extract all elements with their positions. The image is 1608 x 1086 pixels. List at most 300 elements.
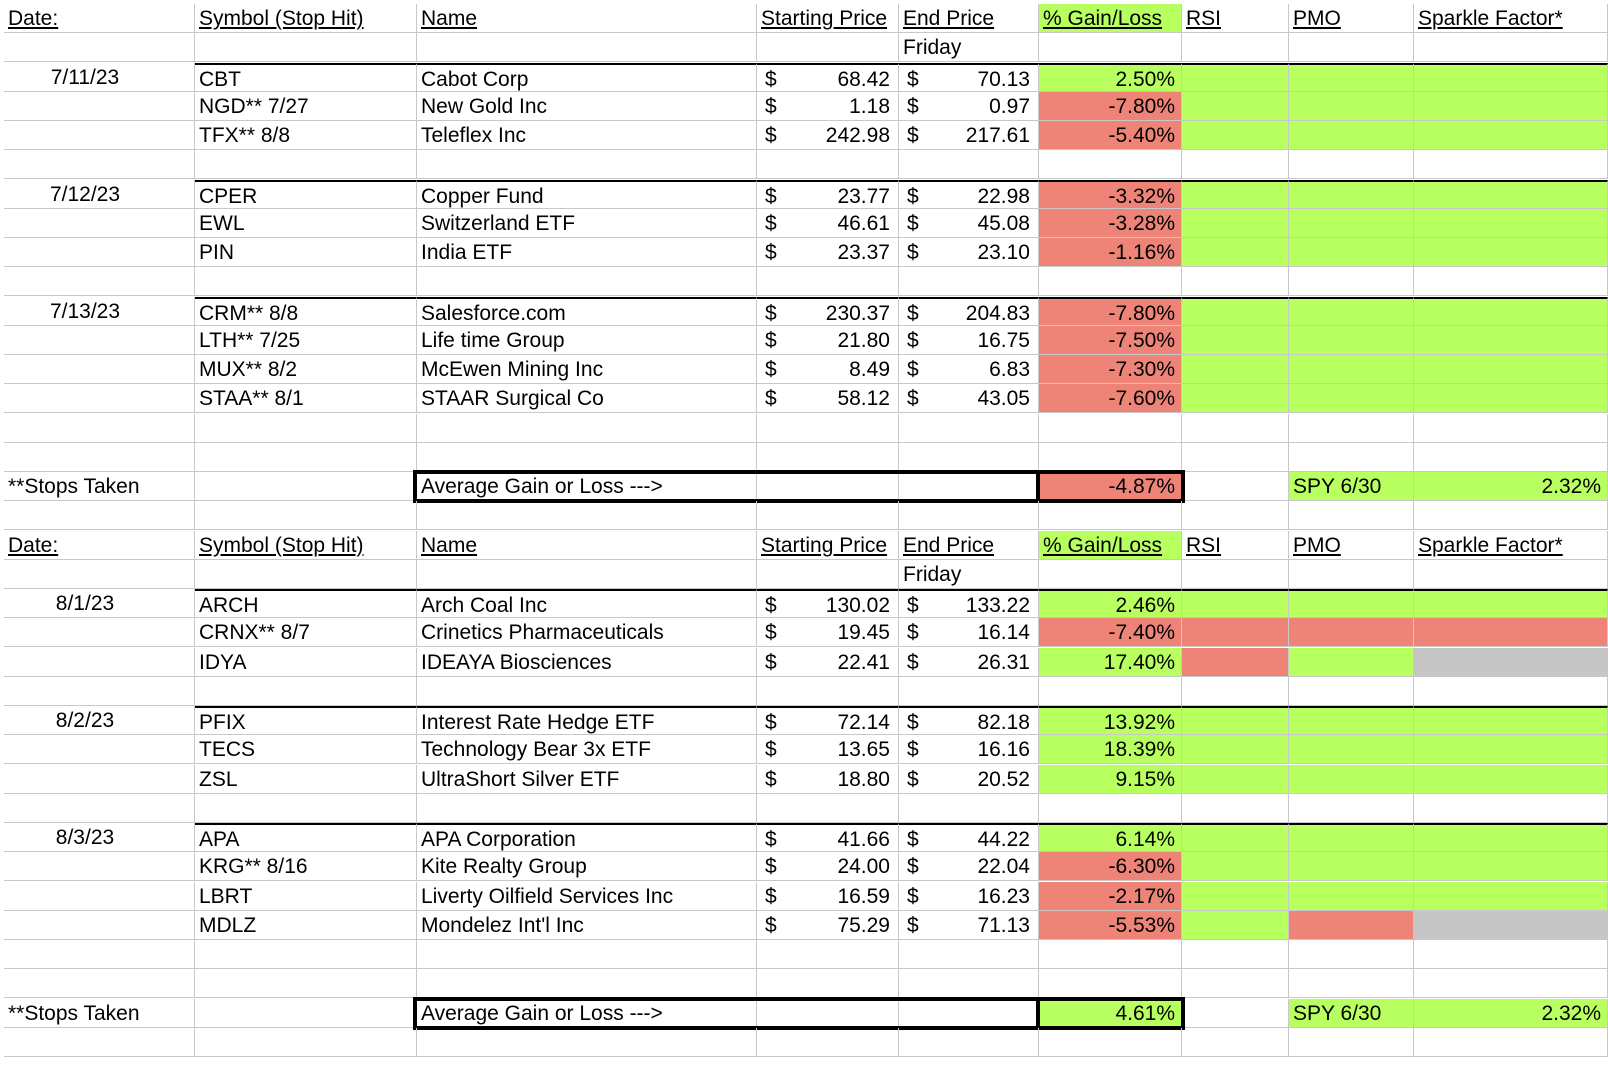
empty-cell[interactable] xyxy=(1039,267,1182,296)
empty-cell[interactable] xyxy=(4,677,195,706)
rsi-indicator-cell[interactable] xyxy=(1182,618,1289,647)
sparkle-indicator-cell[interactable] xyxy=(1414,589,1608,618)
pmo-indicator-cell[interactable] xyxy=(1289,355,1414,384)
spy-label[interactable]: SPY 6/30 xyxy=(1289,472,1414,501)
name-cell[interactable]: Cabot Corp xyxy=(417,63,757,92)
empty-cell[interactable] xyxy=(757,1028,899,1057)
sparkle-indicator-cell[interactable] xyxy=(1414,882,1608,911)
symbol-cell[interactable]: TFX** 8/8 xyxy=(195,121,417,150)
end-price-cell[interactable] xyxy=(899,911,1039,940)
end-price-cell[interactable] xyxy=(899,326,1039,355)
gain-loss-cell[interactable]: 18.39% xyxy=(1039,735,1182,764)
empty-cell[interactable] xyxy=(757,472,899,501)
end-price-subheader[interactable]: Friday xyxy=(899,33,1039,62)
name-cell[interactable]: Salesforce.com xyxy=(417,297,757,326)
sparkle-indicator-cell[interactable] xyxy=(1414,648,1608,677)
pmo-indicator-cell[interactable] xyxy=(1289,882,1414,911)
empty-cell[interactable] xyxy=(1414,560,1608,589)
pmo-indicator-cell[interactable] xyxy=(1289,648,1414,677)
empty-cell[interactable] xyxy=(417,443,757,472)
sparkle-indicator-cell[interactable] xyxy=(1414,911,1608,940)
empty-cell[interactable] xyxy=(757,414,899,443)
empty-cell[interactable] xyxy=(1414,443,1608,472)
sparkle-indicator-cell[interactable] xyxy=(1414,852,1608,881)
rsi-indicator-cell[interactable] xyxy=(1182,355,1289,384)
empty-cell[interactable] xyxy=(1414,414,1608,443)
rsi-indicator-cell[interactable] xyxy=(1182,882,1289,911)
empty-cell[interactable] xyxy=(899,267,1039,296)
rsi-indicator-cell[interactable] xyxy=(1182,238,1289,267)
empty-cell[interactable] xyxy=(1039,940,1182,969)
rsi-indicator-cell[interactable] xyxy=(1182,852,1289,881)
gain-loss-cell[interactable]: 9.15% xyxy=(1039,765,1182,794)
date-cell[interactable]: 8/1/23 xyxy=(4,589,195,618)
empty-cell[interactable] xyxy=(757,560,899,589)
sparkle-indicator-cell[interactable] xyxy=(1414,765,1608,794)
end-price-cell[interactable] xyxy=(899,648,1039,677)
start-price-cell[interactable] xyxy=(757,765,899,794)
empty-cell[interactable] xyxy=(195,414,417,443)
start-price-cell[interactable] xyxy=(757,92,899,121)
gain-loss-cell[interactable]: 2.46% xyxy=(1039,589,1182,618)
gain-loss-cell[interactable]: -7.50% xyxy=(1039,326,1182,355)
empty-cell[interactable] xyxy=(4,1028,195,1057)
empty-cell[interactable] xyxy=(195,267,417,296)
name-header[interactable]: Name xyxy=(417,4,757,33)
symbol-cell[interactable]: EWL xyxy=(195,209,417,238)
end-price-cell[interactable] xyxy=(899,180,1039,209)
rsi-indicator-cell[interactable] xyxy=(1182,735,1289,764)
symbol-cell[interactable]: PFIX xyxy=(195,706,417,735)
empty-cell[interactable] xyxy=(417,1028,757,1057)
empty-cell[interactable] xyxy=(1182,501,1289,530)
empty-cell[interactable] xyxy=(1182,560,1289,589)
symbol-cell[interactable]: CPER xyxy=(195,180,417,209)
name-cell[interactable]: APA Corporation xyxy=(417,823,757,852)
empty-cell[interactable] xyxy=(899,150,1039,179)
empty-cell[interactable] xyxy=(1289,940,1414,969)
end-price-cell[interactable] xyxy=(899,209,1039,238)
empty-cell[interactable] xyxy=(4,414,195,443)
name-header[interactable]: Name xyxy=(417,531,757,560)
end-price-cell[interactable] xyxy=(899,823,1039,852)
gain-loss-cell[interactable]: -6.30% xyxy=(1039,852,1182,881)
symbol-cell[interactable]: STAA** 8/1 xyxy=(195,384,417,413)
empty-cell[interactable] xyxy=(417,150,757,179)
rsi-indicator-cell[interactable] xyxy=(1182,297,1289,326)
symbol-cell[interactable]: ZSL xyxy=(195,765,417,794)
empty-cell[interactable] xyxy=(1414,267,1608,296)
empty-cell[interactable] xyxy=(4,238,195,267)
rsi-indicator-cell[interactable] xyxy=(1182,121,1289,150)
sparkle-indicator-cell[interactable] xyxy=(1414,297,1608,326)
empty-cell[interactable] xyxy=(757,150,899,179)
gain-loss-cell[interactable]: -5.40% xyxy=(1039,121,1182,150)
symbol-cell[interactable]: LTH** 7/25 xyxy=(195,326,417,355)
gain-loss-cell[interactable]: -1.16% xyxy=(1039,238,1182,267)
end-price-cell[interactable] xyxy=(899,92,1039,121)
gain-loss-cell[interactable]: -7.80% xyxy=(1039,297,1182,326)
symbol-cell[interactable]: CRM** 8/8 xyxy=(195,297,417,326)
empty-cell[interactable] xyxy=(899,794,1039,823)
date-header[interactable]: Date: xyxy=(4,531,195,560)
empty-cell[interactable] xyxy=(1289,501,1414,530)
empty-cell[interactable] xyxy=(417,560,757,589)
gain-loss-cell[interactable]: 13.92% xyxy=(1039,706,1182,735)
empty-cell[interactable] xyxy=(417,969,757,998)
rsi-indicator-cell[interactable] xyxy=(1182,706,1289,735)
end-price-cell[interactable] xyxy=(899,238,1039,267)
pmo-indicator-cell[interactable] xyxy=(1289,92,1414,121)
pmo-indicator-cell[interactable] xyxy=(1289,735,1414,764)
empty-cell[interactable] xyxy=(1289,1028,1414,1057)
sparkle-factor-header[interactable]: Sparkle Factor* xyxy=(1414,4,1608,33)
symbol-cell[interactable]: CBT xyxy=(195,63,417,92)
empty-cell[interactable] xyxy=(195,33,417,62)
rsi-indicator-cell[interactable] xyxy=(1182,911,1289,940)
pmo-header[interactable]: PMO xyxy=(1289,4,1414,33)
pmo-indicator-cell[interactable] xyxy=(1289,238,1414,267)
date-cell[interactable]: 7/13/23 xyxy=(4,297,195,326)
empty-cell[interactable] xyxy=(4,648,195,677)
gain-loss-cell[interactable]: 6.14% xyxy=(1039,823,1182,852)
start-price-cell[interactable] xyxy=(757,648,899,677)
start-price-cell[interactable] xyxy=(757,355,899,384)
start-price-cell[interactable] xyxy=(757,911,899,940)
empty-cell[interactable] xyxy=(1182,443,1289,472)
empty-cell[interactable] xyxy=(195,999,417,1028)
start-price-cell[interactable] xyxy=(757,63,899,92)
average-gain-value[interactable]: 4.61% xyxy=(1039,999,1182,1028)
pmo-indicator-cell[interactable] xyxy=(1289,823,1414,852)
sparkle-indicator-cell[interactable] xyxy=(1414,384,1608,413)
date-cell[interactable]: 8/3/23 xyxy=(4,823,195,852)
empty-cell[interactable] xyxy=(1039,443,1182,472)
empty-cell[interactable] xyxy=(1182,677,1289,706)
empty-cell[interactable] xyxy=(1039,33,1182,62)
empty-cell[interactable] xyxy=(757,677,899,706)
empty-cell[interactable] xyxy=(4,92,195,121)
rsi-indicator-cell[interactable] xyxy=(1182,92,1289,121)
name-cell[interactable]: UltraShort Silver ETF xyxy=(417,765,757,794)
sparkle-indicator-cell[interactable] xyxy=(1414,92,1608,121)
end-price-cell[interactable] xyxy=(899,384,1039,413)
pmo-indicator-cell[interactable] xyxy=(1289,852,1414,881)
empty-cell[interactable] xyxy=(4,852,195,881)
symbol-cell[interactable]: IDYA xyxy=(195,648,417,677)
empty-cell[interactable] xyxy=(899,969,1039,998)
symbol-cell[interactable]: MDLZ xyxy=(195,911,417,940)
gain-loss-cell[interactable]: -3.28% xyxy=(1039,209,1182,238)
empty-cell[interactable] xyxy=(4,150,195,179)
empty-cell[interactable] xyxy=(195,443,417,472)
empty-cell[interactable] xyxy=(417,940,757,969)
empty-cell[interactable] xyxy=(4,326,195,355)
empty-cell[interactable] xyxy=(1039,1028,1182,1057)
empty-cell[interactable] xyxy=(1182,472,1289,501)
empty-cell[interactable] xyxy=(1039,150,1182,179)
name-cell[interactable]: STAAR Surgical Co xyxy=(417,384,757,413)
end-price-cell[interactable] xyxy=(899,735,1039,764)
name-cell[interactable]: Crinetics Pharmaceuticals xyxy=(417,618,757,647)
name-cell[interactable]: Mondelez Int'l Inc xyxy=(417,911,757,940)
symbol-cell[interactable]: NGD** 7/27 xyxy=(195,92,417,121)
start-price-cell[interactable] xyxy=(757,852,899,881)
empty-cell[interactable] xyxy=(899,472,1039,501)
empty-cell[interactable] xyxy=(417,501,757,530)
end-price-subheader[interactable]: Friday xyxy=(899,560,1039,589)
end-price-header[interactable]: End Price xyxy=(899,531,1039,560)
start-price-cell[interactable] xyxy=(757,297,899,326)
gain-loss-cell[interactable]: -7.60% xyxy=(1039,384,1182,413)
empty-cell[interactable] xyxy=(195,1028,417,1057)
spy-value[interactable]: 2.32% xyxy=(1414,999,1608,1028)
empty-cell[interactable] xyxy=(195,472,417,501)
name-cell[interactable]: Technology Bear 3x ETF xyxy=(417,735,757,764)
date-header[interactable]: Date: xyxy=(4,4,195,33)
symbol-cell[interactable]: TECS xyxy=(195,735,417,764)
empty-cell[interactable] xyxy=(417,267,757,296)
name-cell[interactable]: Arch Coal Inc xyxy=(417,589,757,618)
gain-loss-cell[interactable]: -5.53% xyxy=(1039,911,1182,940)
gain-loss-cell[interactable]: -7.80% xyxy=(1039,92,1182,121)
symbol-cell[interactable]: CRNX** 8/7 xyxy=(195,618,417,647)
sparkle-indicator-cell[interactable] xyxy=(1414,618,1608,647)
pmo-indicator-cell[interactable] xyxy=(1289,180,1414,209)
sparkle-indicator-cell[interactable] xyxy=(1414,121,1608,150)
empty-cell[interactable] xyxy=(1182,794,1289,823)
empty-cell[interactable] xyxy=(4,794,195,823)
start-price-cell[interactable] xyxy=(757,121,899,150)
empty-cell[interactable] xyxy=(899,501,1039,530)
empty-cell[interactable] xyxy=(1182,940,1289,969)
end-price-cell[interactable] xyxy=(899,63,1039,92)
empty-cell[interactable] xyxy=(1039,501,1182,530)
sparkle-indicator-cell[interactable] xyxy=(1414,209,1608,238)
start-price-cell[interactable] xyxy=(757,326,899,355)
gain-loss-cell[interactable]: -7.30% xyxy=(1039,355,1182,384)
empty-cell[interactable] xyxy=(1414,969,1608,998)
end-price-cell[interactable] xyxy=(899,618,1039,647)
empty-cell[interactable] xyxy=(1414,794,1608,823)
empty-cell[interactable] xyxy=(195,940,417,969)
empty-cell[interactable] xyxy=(4,911,195,940)
empty-cell[interactable] xyxy=(1289,33,1414,62)
empty-cell[interactable] xyxy=(899,940,1039,969)
sparkle-indicator-cell[interactable] xyxy=(1414,238,1608,267)
empty-cell[interactable] xyxy=(195,501,417,530)
average-gain-value[interactable]: -4.87% xyxy=(1039,472,1182,501)
empty-cell[interactable] xyxy=(899,1028,1039,1057)
rsi-indicator-cell[interactable] xyxy=(1182,209,1289,238)
spy-value[interactable]: 2.32% xyxy=(1414,472,1608,501)
rsi-header[interactable]: RSI xyxy=(1182,4,1289,33)
start-price-header[interactable]: Starting Price xyxy=(757,531,899,560)
empty-cell[interactable] xyxy=(417,677,757,706)
empty-cell[interactable] xyxy=(195,677,417,706)
empty-cell[interactable] xyxy=(417,414,757,443)
empty-cell[interactable] xyxy=(757,267,899,296)
empty-cell[interactable] xyxy=(4,121,195,150)
pmo-indicator-cell[interactable] xyxy=(1289,121,1414,150)
pmo-indicator-cell[interactable] xyxy=(1289,384,1414,413)
sparkle-indicator-cell[interactable] xyxy=(1414,63,1608,92)
empty-cell[interactable] xyxy=(1039,677,1182,706)
empty-cell[interactable] xyxy=(1182,1028,1289,1057)
empty-cell[interactable] xyxy=(4,560,195,589)
spy-label[interactable]: SPY 6/30 xyxy=(1289,999,1414,1028)
gain-loss-cell[interactable]: -7.40% xyxy=(1039,618,1182,647)
empty-cell[interactable] xyxy=(195,560,417,589)
pmo-indicator-cell[interactable] xyxy=(1289,589,1414,618)
name-cell[interactable]: Liverty Oilfield Services Inc xyxy=(417,882,757,911)
start-price-cell[interactable] xyxy=(757,238,899,267)
empty-cell[interactable] xyxy=(1182,150,1289,179)
average-label[interactable]: Average Gain or Loss ---> xyxy=(417,999,757,1028)
date-cell[interactable]: 7/12/23 xyxy=(4,180,195,209)
sparkle-indicator-cell[interactable] xyxy=(1414,180,1608,209)
empty-cell[interactable] xyxy=(4,735,195,764)
empty-cell[interactable] xyxy=(757,443,899,472)
empty-cell[interactable] xyxy=(1289,969,1414,998)
end-price-cell[interactable] xyxy=(899,297,1039,326)
empty-cell[interactable] xyxy=(1414,940,1608,969)
empty-cell[interactable] xyxy=(4,969,195,998)
empty-cell[interactable] xyxy=(1414,501,1608,530)
empty-cell[interactable] xyxy=(1039,560,1182,589)
sparkle-factor-header[interactable]: Sparkle Factor* xyxy=(1414,531,1608,560)
empty-cell[interactable] xyxy=(1182,999,1289,1028)
empty-cell[interactable] xyxy=(899,414,1039,443)
empty-cell[interactable] xyxy=(757,33,899,62)
pmo-indicator-cell[interactable] xyxy=(1289,326,1414,355)
rsi-indicator-cell[interactable] xyxy=(1182,384,1289,413)
name-cell[interactable]: Switzerland ETF xyxy=(417,209,757,238)
rsi-indicator-cell[interactable] xyxy=(1182,326,1289,355)
empty-cell[interactable] xyxy=(4,618,195,647)
empty-cell[interactable] xyxy=(1039,794,1182,823)
empty-cell[interactable] xyxy=(417,794,757,823)
rsi-indicator-cell[interactable] xyxy=(1182,589,1289,618)
end-price-header[interactable]: End Price xyxy=(899,4,1039,33)
sparkle-indicator-cell[interactable] xyxy=(1414,706,1608,735)
end-price-cell[interactable] xyxy=(899,765,1039,794)
pmo-header[interactable]: PMO xyxy=(1289,531,1414,560)
empty-cell[interactable] xyxy=(1289,677,1414,706)
symbol-header[interactable]: Symbol (Stop Hit) xyxy=(195,531,417,560)
empty-cell[interactable] xyxy=(1182,414,1289,443)
sparkle-indicator-cell[interactable] xyxy=(1414,355,1608,384)
empty-cell[interactable] xyxy=(417,33,757,62)
empty-cell[interactable] xyxy=(1289,150,1414,179)
empty-cell[interactable] xyxy=(1414,33,1608,62)
average-label[interactable]: Average Gain or Loss ---> xyxy=(417,472,757,501)
name-cell[interactable]: Interest Rate Hedge ETF xyxy=(417,706,757,735)
pmo-indicator-cell[interactable] xyxy=(1289,297,1414,326)
empty-cell[interactable] xyxy=(4,443,195,472)
name-cell[interactable]: India ETF xyxy=(417,238,757,267)
end-price-cell[interactable] xyxy=(899,589,1039,618)
pmo-indicator-cell[interactable] xyxy=(1289,706,1414,735)
symbol-header[interactable]: Symbol (Stop Hit) xyxy=(195,4,417,33)
empty-cell[interactable] xyxy=(757,940,899,969)
start-price-cell[interactable] xyxy=(757,618,899,647)
empty-cell[interactable] xyxy=(1289,560,1414,589)
symbol-cell[interactable]: APA xyxy=(195,823,417,852)
empty-cell[interactable] xyxy=(4,940,195,969)
pmo-indicator-cell[interactable] xyxy=(1289,209,1414,238)
rsi-indicator-cell[interactable] xyxy=(1182,180,1289,209)
empty-cell[interactable] xyxy=(195,150,417,179)
empty-cell[interactable] xyxy=(1289,267,1414,296)
name-cell[interactable]: Teleflex Inc xyxy=(417,121,757,150)
date-cell[interactable]: 8/2/23 xyxy=(4,706,195,735)
rsi-indicator-cell[interactable] xyxy=(1182,823,1289,852)
rsi-header[interactable]: RSI xyxy=(1182,531,1289,560)
end-price-cell[interactable] xyxy=(899,882,1039,911)
end-price-cell[interactable] xyxy=(899,706,1039,735)
gain-loss-header[interactable]: % Gain/Loss xyxy=(1039,4,1182,33)
sparkle-indicator-cell[interactable] xyxy=(1414,326,1608,355)
empty-cell[interactable] xyxy=(1182,969,1289,998)
empty-cell[interactable] xyxy=(1039,414,1182,443)
symbol-cell[interactable]: MUX** 8/2 xyxy=(195,355,417,384)
name-cell[interactable]: New Gold Inc xyxy=(417,92,757,121)
empty-cell[interactable] xyxy=(1289,443,1414,472)
pmo-indicator-cell[interactable] xyxy=(1289,911,1414,940)
empty-cell[interactable] xyxy=(1414,1028,1608,1057)
name-cell[interactable]: Copper Fund xyxy=(417,180,757,209)
empty-cell[interactable] xyxy=(4,501,195,530)
empty-cell[interactable] xyxy=(757,969,899,998)
pmo-indicator-cell[interactable] xyxy=(1289,765,1414,794)
rsi-indicator-cell[interactable] xyxy=(1182,648,1289,677)
stops-taken-label[interactable]: **Stops Taken xyxy=(4,999,195,1028)
empty-cell[interactable] xyxy=(4,765,195,794)
name-cell[interactable]: IDEAYA Biosciences xyxy=(417,648,757,677)
empty-cell[interactable] xyxy=(899,999,1039,1028)
pmo-indicator-cell[interactable] xyxy=(1289,618,1414,647)
start-price-cell[interactable] xyxy=(757,823,899,852)
end-price-cell[interactable] xyxy=(899,121,1039,150)
empty-cell[interactable] xyxy=(899,677,1039,706)
start-price-cell[interactable] xyxy=(757,180,899,209)
empty-cell[interactable] xyxy=(757,999,899,1028)
name-cell[interactable]: Kite Realty Group xyxy=(417,852,757,881)
empty-cell[interactable] xyxy=(757,501,899,530)
start-price-cell[interactable] xyxy=(757,384,899,413)
start-price-cell[interactable] xyxy=(757,706,899,735)
empty-cell[interactable] xyxy=(899,443,1039,472)
name-cell[interactable]: McEwen Mining Inc xyxy=(417,355,757,384)
rsi-indicator-cell[interactable] xyxy=(1182,63,1289,92)
start-price-cell[interactable] xyxy=(757,589,899,618)
gain-loss-header[interactable]: % Gain/Loss xyxy=(1039,531,1182,560)
date-cell[interactable]: 7/11/23 xyxy=(4,63,195,92)
sparkle-indicator-cell[interactable] xyxy=(1414,735,1608,764)
empty-cell[interactable] xyxy=(1414,150,1608,179)
gain-loss-cell[interactable]: 17.40% xyxy=(1039,648,1182,677)
empty-cell[interactable] xyxy=(4,33,195,62)
start-price-cell[interactable] xyxy=(757,882,899,911)
rsi-indicator-cell[interactable] xyxy=(1182,765,1289,794)
start-price-cell[interactable] xyxy=(757,209,899,238)
empty-cell[interactable] xyxy=(1039,969,1182,998)
symbol-cell[interactable]: KRG** 8/16 xyxy=(195,852,417,881)
end-price-cell[interactable] xyxy=(899,355,1039,384)
empty-cell[interactable] xyxy=(1182,33,1289,62)
empty-cell[interactable] xyxy=(1289,414,1414,443)
